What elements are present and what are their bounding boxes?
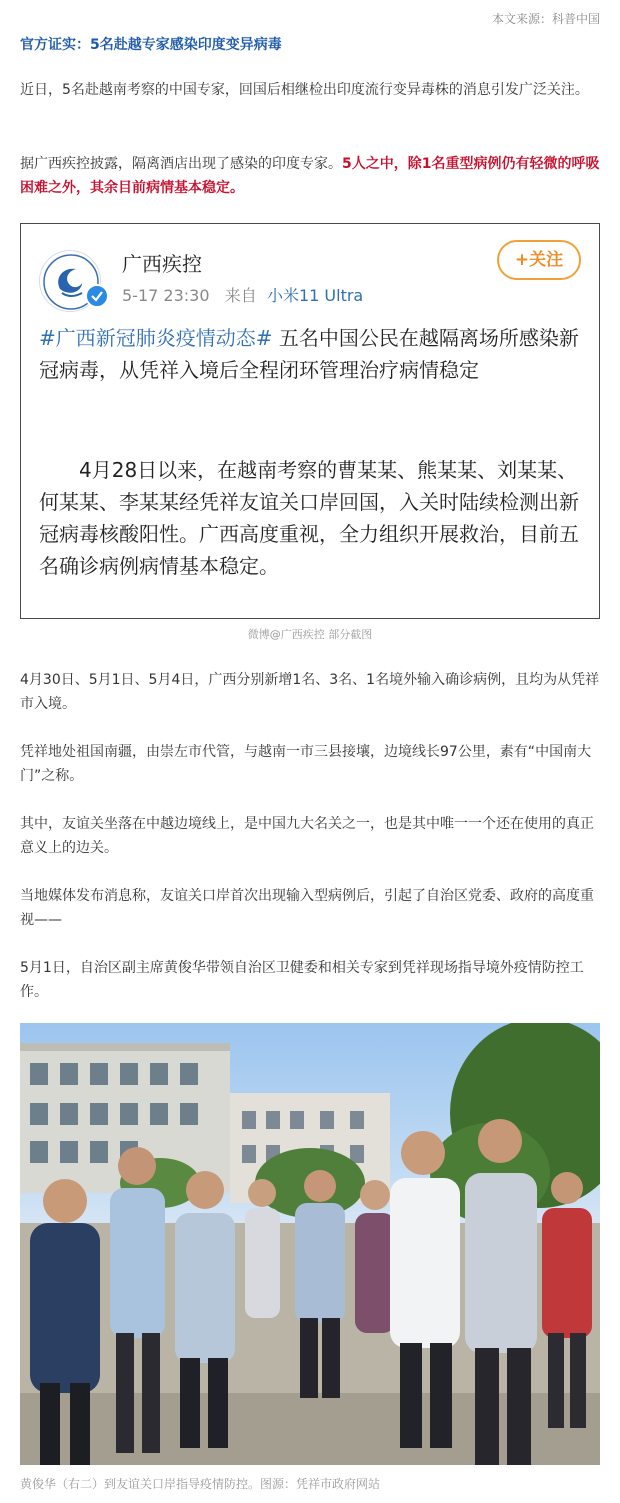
intro-paragraph-2 (20, 152, 600, 200)
hashtag-link[interactable]: #广西新冠肺炎疫情动态# (39, 326, 273, 350)
post-body: 4月28日以来，在越南考察的曹某某、熊某某、刘某某、何某某、李某某经凭祥友谊关口岸回国，入关时陆续检测出新冠病毒核酸阳性。广西高度重视，全力组织开展救治，目前五名确诊病例病情基本稳定。 (39, 458, 579, 578)
weibo-post-card (20, 223, 600, 619)
paragraph-3: 其中，友谊关坐落在中越边境线上，是中国九大名关之一，也是其中唯一一个还在使用的真正意义上的边关。 (20, 816, 594, 856)
weibo-caption: 微博@广西疾控 部分截图 (247, 628, 373, 641)
paragraph-5: 5月1日，自治区副主席黄俊华带领自治区卫健委和相关专家到凭祥现场指导境外疫情防控工作。 (20, 960, 584, 1000)
paragraph-4: 当地媒体发布消息称，友谊关口岸首次出现输入型病例后，引起了自治区党委、政府的高度重视—— (20, 888, 594, 928)
post-title-text: 五名中国公民在越隔离场所感染新冠病毒，从凭祥入境后全程闭环管理治疗病情稳定 (39, 326, 579, 382)
post-time: 5-17 23:30 (122, 286, 210, 305)
post-title (39, 322, 587, 386)
intro-p2-text: 据广西疾控披露，隔离酒店出现了感染的印度专家。 (20, 156, 342, 172)
article-photo (20, 1023, 600, 1465)
follow-button[interactable]: +关注 (497, 240, 581, 280)
paragraph-1: 4月30日、5月1日、5月4日，广西分别新增1名、3名、1名境外输入确诊病例，且均为从凭祥市入境。 (20, 672, 600, 712)
paragraph-2: 凭祥地处祖国南疆，由崇左市代管，与越南一市三县接壤，边境线长97公里，素有“中国南大门”之称。 (20, 744, 592, 784)
post-meta (122, 283, 363, 306)
photo-caption: 黄俊华（右二）到友谊关口岸指导疫情防控。图源：凭祥市政府网站 (20, 1477, 381, 1491)
officials-inspection-photo (20, 1023, 600, 1465)
post-device[interactable]: 小米11 Ultra (266, 286, 364, 305)
verified-badge-icon (85, 284, 109, 308)
source-label: 本文来源：科普中国 (491, 12, 600, 26)
article-headline: 官方证实：5名赴越专家感染印度变异病毒 (20, 37, 282, 53)
post-via: 来自 (224, 286, 257, 305)
intro-p2-highlight: 5人之中，除1名重型病例仍有轻微的呼吸困难之外，其余目前病情基本稳定。 (20, 156, 600, 196)
account-name[interactable]: 广西疾控 (122, 252, 202, 276)
intro-paragraph-1: 近日，5名赴越南考察的中国专家，回国后相继检出印度流行变异毒株的消息引发广泛关注。 (20, 82, 589, 98)
